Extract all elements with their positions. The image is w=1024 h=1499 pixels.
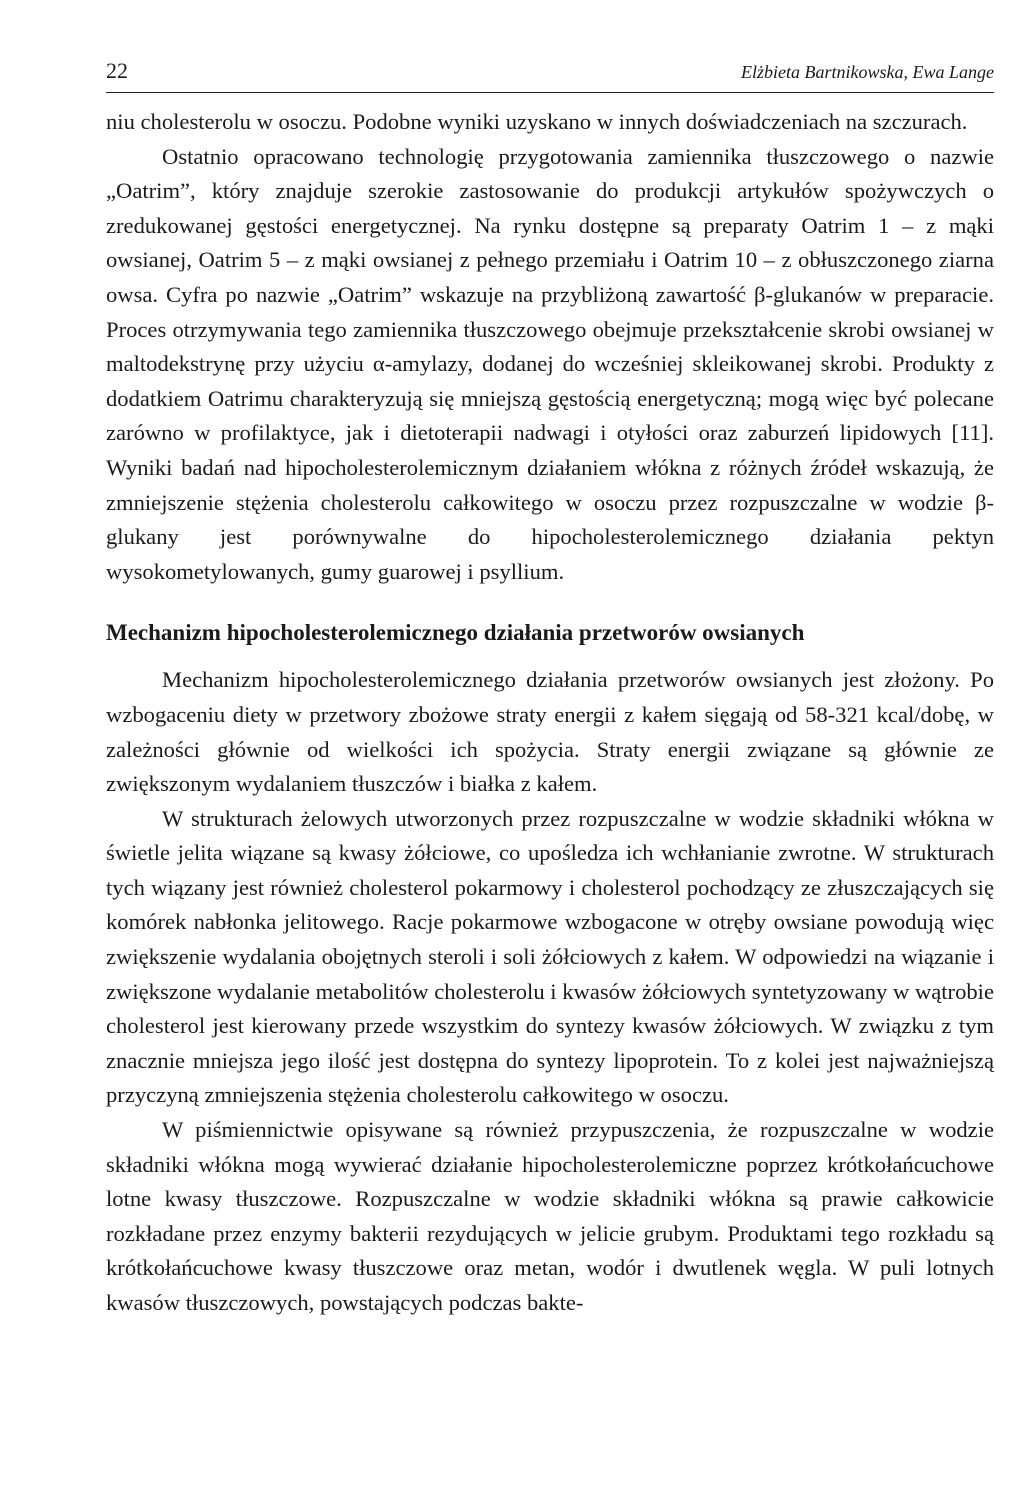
paragraph-continued: niu cholesterolu w osoczu. Podobne wyniki uzyskano w innych doświadczeniach na szczurach. [106, 109, 968, 134]
section-heading: Mechanizm hipocholesterolemicznego działania przetworów owsianych [106, 620, 805, 646]
page-number: 22 [106, 58, 128, 83]
body-text [106, 105, 994, 1321]
paragraph-oatrim: Ostatnio opracowano technologię przygotowania zamiennika tłuszczowego o nazwie „Oatrim”, który znajduje szerokie zastosowanie do produkcji artykułów spożywczych o zredukowanej gęstości energetycznej. Na rynku dostępne są preparaty Oatrim 1 – z mąki owsianej, Oatrim 5 – z mąki owsianej z pełnego przemiału i Oatrim 10 – z obłuszczonego ziarna owsa. Cyfra po nazwie „Oatrim” wskazuje na przybliżoną zawartość β-glukanów w preparacie. Proces otrzymywania tego zamiennika tłuszczowego obejmuje przekształcenie skrobi owsianej w maltodekstrynę przy użyciu α-amylazy, dodanej do wcześniej skleikowanej skrobi. Produkty z dodatkiem Oatrimu charakteryzują się mniejszą gęstością energetyczną; mogą więc być polecane zarówno w profilaktyce, jak i dietoterapii nadwagi i otyłości oraz zaburzeń lipidowych [11]. Wyniki badań nad hipocholesterolemicznym działaniem włókna z różnych źródeł wskazują, że zmniejszenie stężenia cholesterolu całkowitego w osoczu przez rozpuszczalne w wodzie β-glukany jest porównywalne do hipocholesterolemicznego działania pektyn wysokometylowanych, gumy guarowej i psyllium. [106, 143, 994, 584]
paragraph-gel-structures: W strukturach żelowych utworzonych przez rozpuszczalne w wodzie składniki włókna w świetle jelita wiązane są kwasy żółciowe, co upośledza ich wchłanianie zwrotne. W strukturach tych wiązany jest również cholesterol pokarmowy i cholesterol pochodzący ze złuszczających się komórek nabłonka jelitowego. Racje pokarmowe wzbogacone w otręby owsiane powodują więc zwiększenie wydalania obojętnych steroli i soli żółciowych z kałem. W odpowiedzi na wiązanie i zwiększone wydalanie metabolitów cholesterolu i kwasów żółciowych syntetyzowany w wątrobie cholesterol jest kierowany przede wszystkim do syntezy kwasów żółciowych. W związku z tym znacznie mniejsza jego ilość jest dostępna do syntezy lipoprotein. To z kolei jest najważniejszą przyczyną zmniejszenia stężenia cholesterolu całkowitego w osoczu. [106, 805, 994, 1108]
header-authors: Elżbieta Bartnikowska, Ewa Lange [741, 62, 994, 82]
paragraph-fatty-acids: W piśmiennictwie opisywane są również przypuszczenia, że rozpuszczalne w wodzie składniki włókna mogą wywierać działanie hipocholesterolemiczne poprzez krótkołańcuchowe lotne kwasy tłuszczowe. Rozpuszczalne w wodzie składniki włókna są prawie całkowicie rozkładane przez enzymy bakterii rezydujących w jelicie grubym. Produktami tego rozkładu są krótkołańcuchowe kwasy tłuszczowe oraz metan, wodór i dwutlenek węgla. W puli lotnych kwasów tłuszczowych, powstających podczas bakte- [106, 1117, 994, 1315]
page [106, 58, 994, 1321]
running-header [106, 58, 994, 93]
paragraph-mechanism: Mechanizm hipocholesterolemicznego działania przetworów owsianych jest złożony. Po wzbogaceniu diety w przetwory zbożowe straty energii z kałem sięgają od 58-321 kcal/dobę, w zależności głównie od wielkości ich spożycia. Straty energii związane są głównie ze zwiększonym wydalaniem tłuszczów i białka z kałem. [106, 667, 994, 797]
